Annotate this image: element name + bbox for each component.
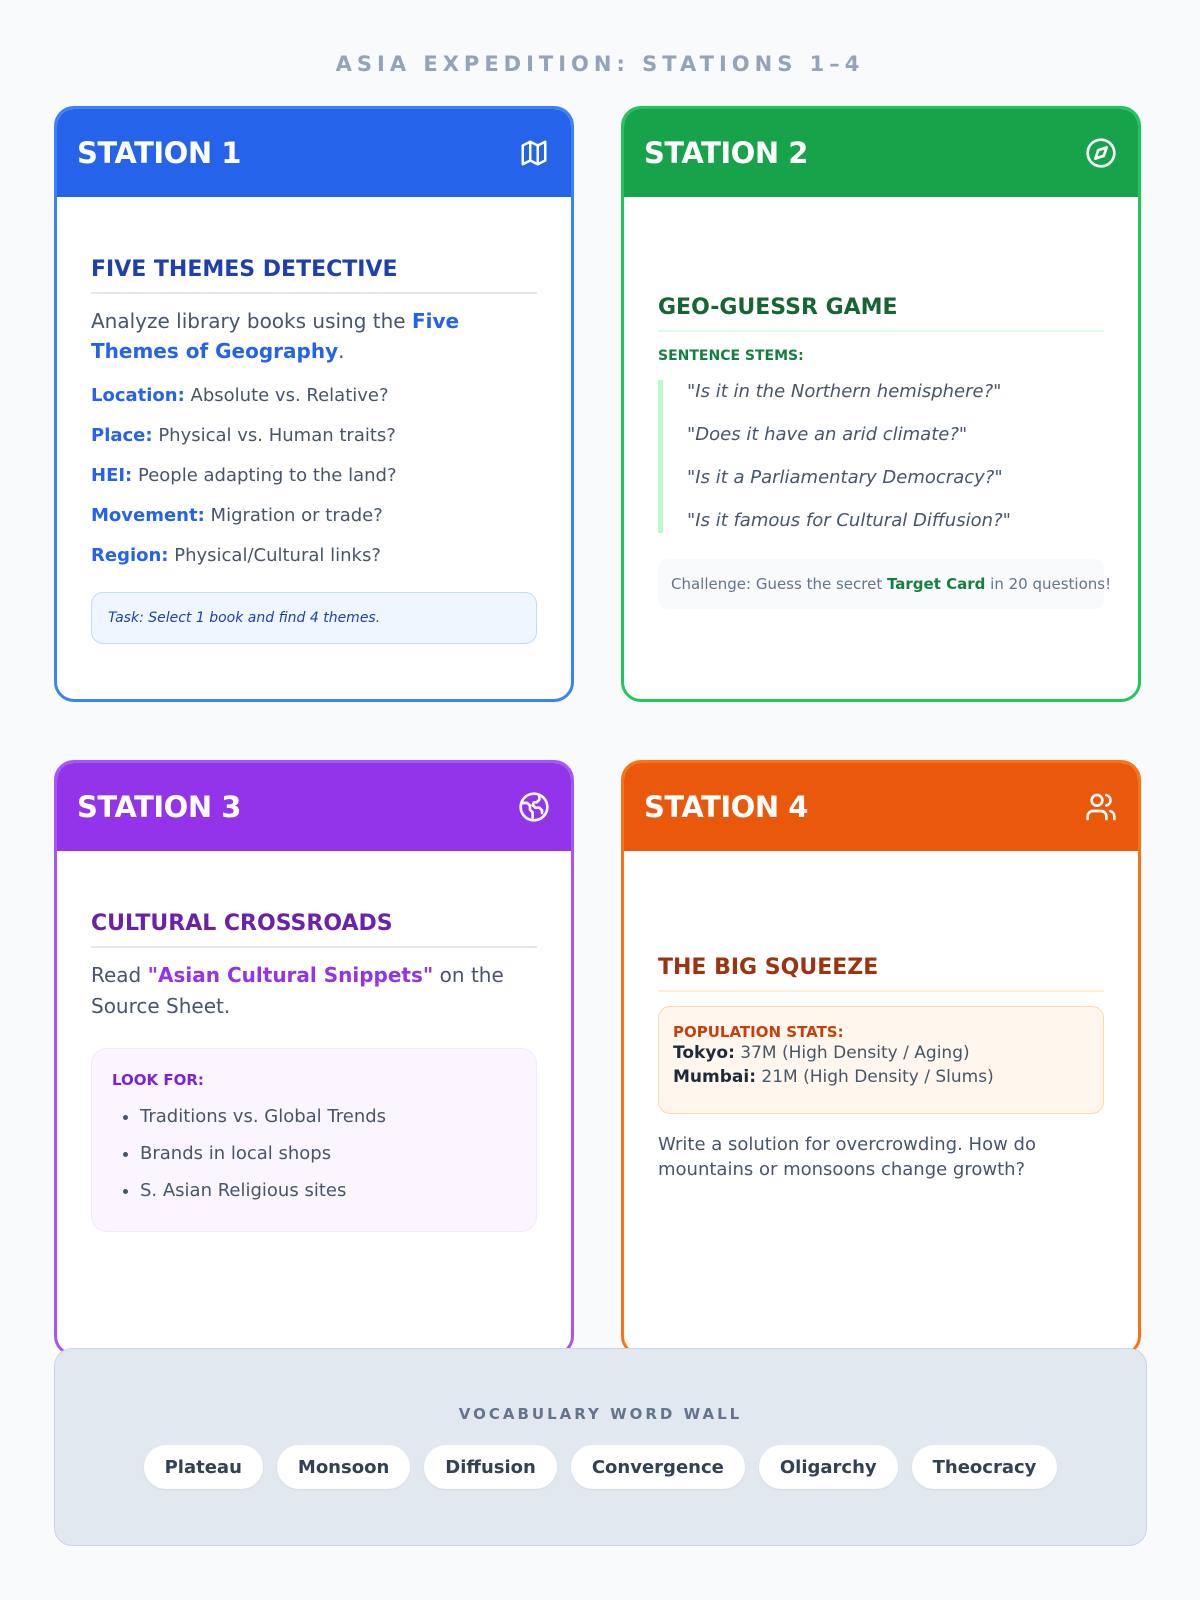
theme-text: Physical vs. Human traits?	[152, 425, 396, 446]
list-item: • S. Asian Religious sites	[140, 1179, 516, 1203]
station-2-body	[658, 295, 1112, 609]
pop-row	[673, 1041, 1089, 1065]
station-2-label: STATION 2	[644, 136, 808, 170]
stem-item: "Is it a Parliamentary Democracy?"	[687, 467, 1003, 488]
city-stats: 21M (High Density / Slums)	[756, 1067, 994, 1087]
word-chip: Plateau	[144, 1445, 263, 1489]
station-3-intro	[91, 960, 537, 1022]
intro-text: Analyze library books using the	[91, 309, 412, 333]
intro-highlight: Five Themes of Geography	[91, 309, 460, 363]
theme-key: Movement:	[91, 505, 205, 526]
lookfor-box	[91, 1048, 537, 1232]
word-wall-title: VOCABULARY WORD WALL	[458, 1405, 743, 1423]
theme-text: Physical/Cultural links?	[168, 545, 381, 566]
station-2-title: GEO-GUESSR GAME	[658, 295, 1104, 332]
theme-row	[91, 384, 537, 408]
station-2-header	[624, 109, 1138, 197]
station-1-header	[57, 109, 571, 197]
word-list	[55, 1445, 1146, 1489]
station-3-label: STATION 3	[77, 790, 241, 824]
station-4-title: THE BIG SQUEEZE	[658, 955, 1104, 992]
stems-label: SENTENCE STEMS:	[658, 348, 804, 364]
station-1-body	[91, 257, 537, 644]
lookfor-list	[112, 1105, 516, 1203]
station-4-header	[624, 763, 1138, 851]
station-3-body	[91, 911, 537, 1232]
theme-key: HEI:	[91, 465, 133, 486]
station-3-header	[57, 763, 571, 851]
station-2-card	[621, 106, 1141, 702]
users-icon	[1084, 790, 1118, 824]
vocabulary-word-wall	[54, 1348, 1147, 1546]
challenge-highlight: Target Card	[886, 575, 986, 593]
population-stats-label: POPULATION STATS:	[673, 1023, 844, 1041]
theme-row	[91, 544, 537, 568]
list-item: • Brands in local shops	[140, 1142, 516, 1166]
theme-key: Location:	[91, 385, 185, 406]
intro-suffix: .	[338, 339, 345, 363]
stem-item: "Is it famous for Cultural Diffusion?"	[687, 510, 1011, 531]
city-name: Mumbai:	[673, 1067, 756, 1087]
pop-row	[673, 1065, 1089, 1089]
theme-text: Absolute vs. Relative?	[184, 385, 389, 406]
compass-icon	[1084, 136, 1118, 170]
theme-row	[91, 464, 537, 488]
map-icon	[517, 136, 551, 170]
task-box: Task: Select 1 book and find 4 themes.	[91, 592, 537, 644]
station-3-title: CULTURAL CROSSROADS	[91, 911, 537, 948]
page-title: ASIA EXPEDITION: STATIONS 1–4	[335, 52, 865, 76]
station-3-card	[54, 760, 574, 1356]
stem-item: "Is it in the Northern hemisphere?"	[687, 381, 1002, 402]
station-4-card	[621, 760, 1141, 1356]
city-stats: 37M (High Density / Aging)	[734, 1043, 970, 1063]
lookfor-label: LOOK FOR:	[112, 1071, 204, 1089]
list-item: • Traditions vs. Global Trends	[140, 1105, 516, 1129]
intro-highlight: "Asian Cultural Snippets"	[147, 963, 434, 987]
theme-text: People adapting to the land?	[132, 465, 397, 486]
population-stats-box	[658, 1006, 1104, 1114]
theme-row	[91, 504, 537, 528]
intro-suffix: on the Source Sheet.	[91, 963, 504, 1018]
theme-text: Migration or trade?	[204, 505, 383, 526]
station-1-label: STATION 1	[77, 136, 241, 170]
challenge-prefix: Challenge: Guess the secret	[671, 575, 883, 593]
city-name: Tokyo:	[673, 1043, 735, 1063]
intro-text: Read	[91, 963, 148, 987]
station-4-label: STATION 4	[644, 790, 808, 824]
challenge-box	[658, 559, 1112, 609]
word-chip: Diffusion	[424, 1445, 557, 1489]
theme-key: Place:	[91, 425, 153, 446]
station-1-intro	[91, 306, 537, 366]
globe-icon	[517, 790, 551, 824]
word-chip: Convergence	[571, 1445, 745, 1489]
theme-key: Region:	[91, 545, 169, 566]
theme-row	[91, 424, 537, 448]
word-chip: Monsoon	[277, 1445, 410, 1489]
challenge-suffix: in 20 questions!	[990, 575, 1112, 593]
station-4-body	[658, 955, 1104, 1182]
station-1-card	[54, 106, 574, 702]
word-chip: Theocracy	[912, 1445, 1058, 1489]
station-4-prompt: Write a solution for overcrowding. How do mountains or monsoons change growth?	[658, 1134, 1036, 1180]
station-1-title: FIVE THEMES DETECTIVE	[91, 257, 537, 294]
stem-item: "Does it have an arid climate?"	[687, 424, 968, 445]
word-chip: Oligarchy	[759, 1445, 898, 1489]
sentence-stems	[658, 380, 1104, 533]
themes-list	[91, 384, 537, 568]
